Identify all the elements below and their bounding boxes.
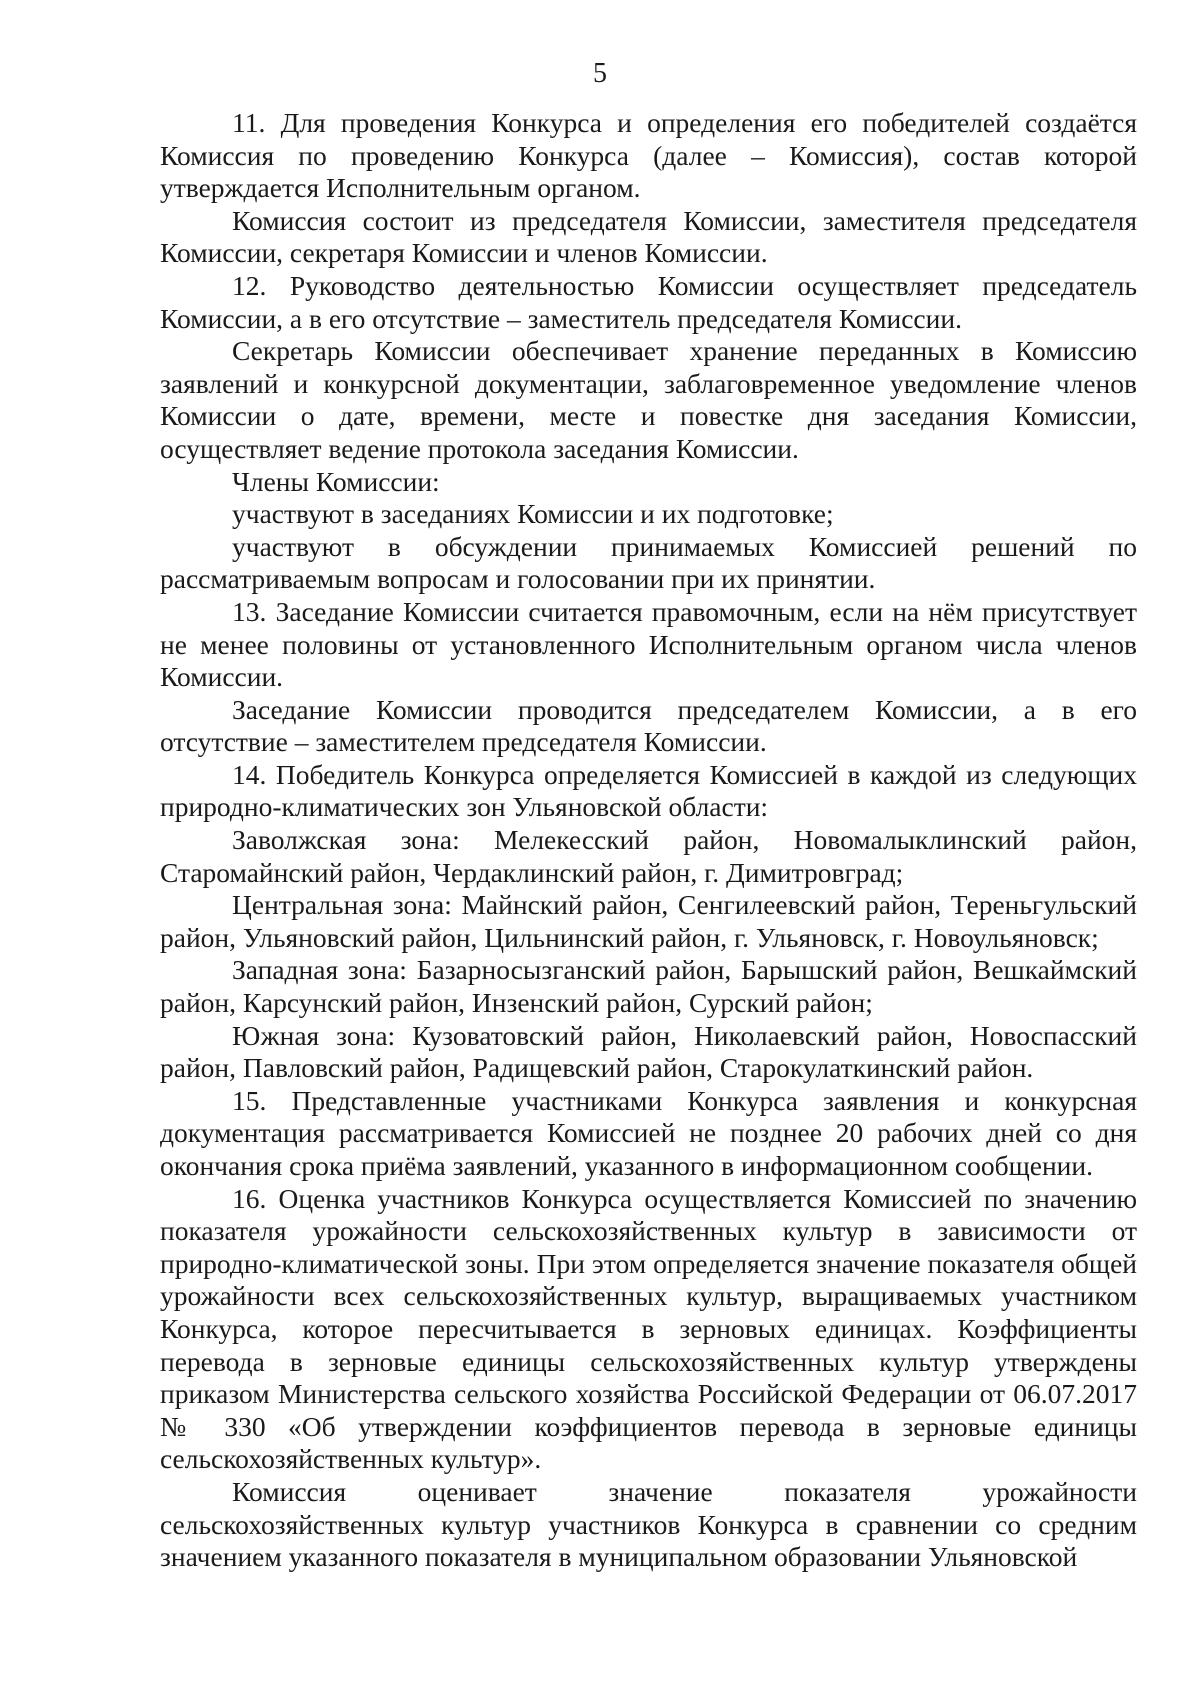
- paragraph-16-evaluation: 16. Оценка участников Конкурса осуществляется Комиссией по значению показателя урожайности сельскохозяйственных культур в зависимости от природно-климатической зоны. При этом определяется значение показателя общей урожайности всех сельскохозяйственных культур, выращиваемых участником Конкурса, которое пересчитывается в зерновых единицах. Коэффициенты перевода в зерновые единицы сельскохозяйственных культур утверждены приказом Министерства сельского хозяйства Российской Федерации от 06.07.2017 № 330 «Об утверждении коэффициентов перевода в зерновые единицы сельскохозяйственных культур».: [160, 1182, 1137, 1475]
- paragraph-zone-zavolzhskaya: Заволжская зона: Мелекесский район, Новомалыклинский район, Старомайнский район, Чердаклинский район, г. Димитровград;: [160, 824, 1137, 888]
- page-number: 5: [593, 58, 607, 89]
- paragraph-commission-assessment: Комиссия оценивает значение показателя урожайности сельскохозяйственных культур участников Конкурса в сравнении со средним значением указанного показателя в муниципальном образовании Ульяновской: [160, 1475, 1137, 1573]
- paragraph-15-review-period: 15. Представленные участниками Конкурса заявления и конкурсная документация рассматривается Комиссией не позднее 20 рабочих дней со дня окончания срока приёма заявлений, указанного в информационном сообщении.: [160, 1084, 1137, 1181]
- paragraph-commission-composition: Комиссия состоит из председателя Комиссии, заместителя председателя Комиссии, секретаря Комиссии и членов Комиссии.: [160, 204, 1137, 269]
- paragraph-meeting-chair: Заседание Комиссии проводится председателем Комиссии, а в его отсутствие – заместителем председателя Комиссии.: [160, 693, 1137, 758]
- paragraph-13-quorum: 13. Заседание Комиссии считается правомочным, если на нём присутствует не менее половины от установленного Исполнительным органом числа членов Комиссии.: [160, 595, 1137, 693]
- paragraph-zone-central: Центральная зона: Майнский район, Сенгилеевский район, Тереньгульский район, Ульяновский район, Цильнинский район, г. Ульяновск, г. Новоульяновск;: [160, 889, 1137, 953]
- paragraph-members-duty-1: участвуют в заседаниях Комиссии и их подготовке;: [232, 498, 834, 530]
- paragraph-11-commission-creation: 11. Для проведения Конкурса и определения его победителей создаётся Комиссия по проведению Конкурса (далее – Комиссия), состав которой утверждается Исполнительным органом.: [160, 107, 1137, 204]
- paragraph-zone-western: Западная зона: Базарносызганский район, Барышский район, Вешкаймский район, Карсунский район, Инзенский район, Сурский район;: [160, 954, 1137, 1019]
- document-body: [160, 107, 1137, 1574]
- paragraph-zone-southern: Южная зона: Кузоватовский район, Николаевский район, Новоспасский район, Павловский район, Радищевский район, Старокулаткинский район.: [160, 1019, 1137, 1084]
- paragraph-members-heading: Члены Комиссии:: [232, 465, 440, 497]
- paragraph-members-duty-2: участвуют в обсуждении принимаемых Комиссией решений по рассматриваемым вопросам и голосовании при их принятии.: [160, 530, 1137, 595]
- paragraph-14-winner-zones: 14. Победитель Конкурса определяется Комиссией в каждой из следующих природно-климатических зон Ульяновской области:: [160, 758, 1137, 823]
- paragraph-secretary-duties: Секретарь Комиссии обеспечивает хранение переданных в Комиссию заявлений и конкурсной документации, заблаговременное уведомление членов Комиссии о дате, времени, месте и повестке дня заседания Комиссии, осуществляет ведение протокола заседания Комиссии.: [160, 335, 1137, 464]
- paragraph-12-commission-leadership: 12. Руководство деятельностью Комиссии осуществляет председатель Комиссии, а в его отсутствие – заместитель председателя Комиссии.: [160, 269, 1137, 334]
